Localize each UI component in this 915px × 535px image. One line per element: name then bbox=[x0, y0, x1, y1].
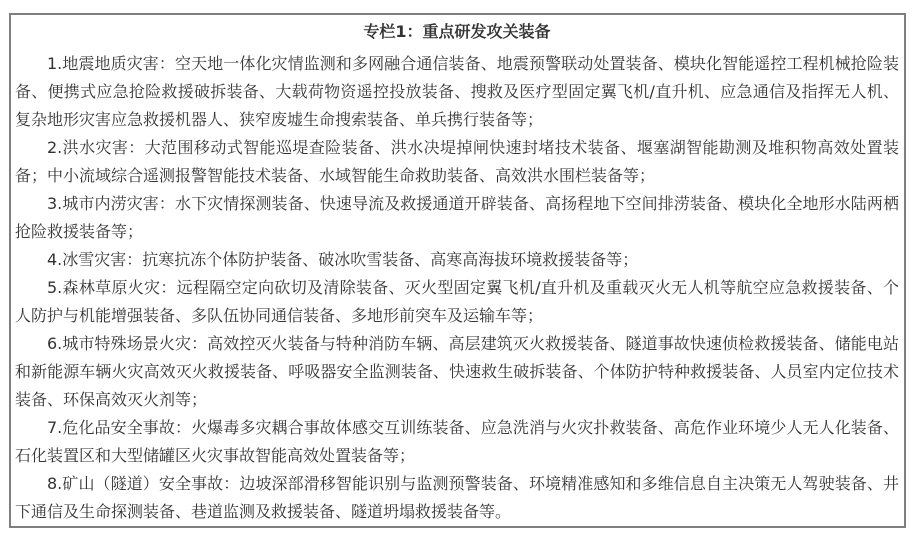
paragraph-forest-grassland-fire: 5.森林草原火灾：远程隔空定向砍切及清除装备、灭火型固定翼飞机/直升机及重载灭火无人机等航空应急救援装备、个人防护与机能增强装备、多队伍协同通信装备、多地形前突车及运输车等； bbox=[15, 278, 899, 325]
key-equipment-panel bbox=[9, 13, 906, 528]
paragraph-urban-special-fire: 6.城市特殊场景火灾：高效控灭火装备与特种消防车辆、高层建筑灭火救援装备、隧道事故快速侦检救援装备、储能电站和新能源车辆火灾高效灭火救援装备、呼吸器安全监测装备、快速救生破拆装备、个体防护特种救援装备、人员室内定位技术装备、环保高效灭火剂等； bbox=[15, 334, 899, 409]
panel-title: 专栏1：重点研发攻关装备 bbox=[363, 22, 551, 41]
paragraph-hazchem-accident: 7.危化品安全事故：火爆毒多灾耦合事故体感交互训练装备、应急洗消与火灾扑救装备、高危作业环境少人无人化装备、石化装置区和大型储罐区火灾事故智能高效处置装备等； bbox=[15, 418, 899, 465]
paragraph-urban-waterlogging: 3.城市内涝灾害：水下灾情探测装备、快速导流及救援通道开辟装备、高扬程地下空间排涝装备、模块化全地形水陆两栖抢险救援装备等； bbox=[15, 194, 899, 241]
paragraph-mine-tunnel-accident: 8.矿山（隧道）安全事故：边坡深部滑移智能识别与监测预警装备、环境精准感知和多维信息自主决策无人驾驶装备、井下通信及生命探测装备、巷道监测及救援装备、隧道坍塌救援装备等。 bbox=[15, 474, 899, 521]
paragraph-flood: 2.洪水灾害：大范围移动式智能巡堤查险装备、洪水决堤掉闸快速封堵技术装备、堰塞湖智能勘测及堆积物高效处置装备；中小流域综合遥测报警智能技术装备、水域智能生命救助装备、高效洪水围栏装备等； bbox=[15, 138, 899, 185]
paragraph-earthquake-geology: 1.地震地质灾害：空天地一体化灾情监测和多网融合通信装备、地震预警联动处置装备、模块化智能遥控工程机械抢险装备、便携式应急抢险救援破拆装备、大载荷物资遥控投放装备、搜救及医疗型固定翼飞机/直升机、应急通信及指挥无人机、复杂地形灾害应急救援机器人、狭窄废墟生命搜索装备、单兵携行装备等； bbox=[15, 54, 899, 129]
paragraph-ice-snow: 4.冰雪灾害：抗寒抗冻个体防护装备、破冰吹雪装备、高寒高海拔环境救援装备等； bbox=[47, 250, 639, 269]
